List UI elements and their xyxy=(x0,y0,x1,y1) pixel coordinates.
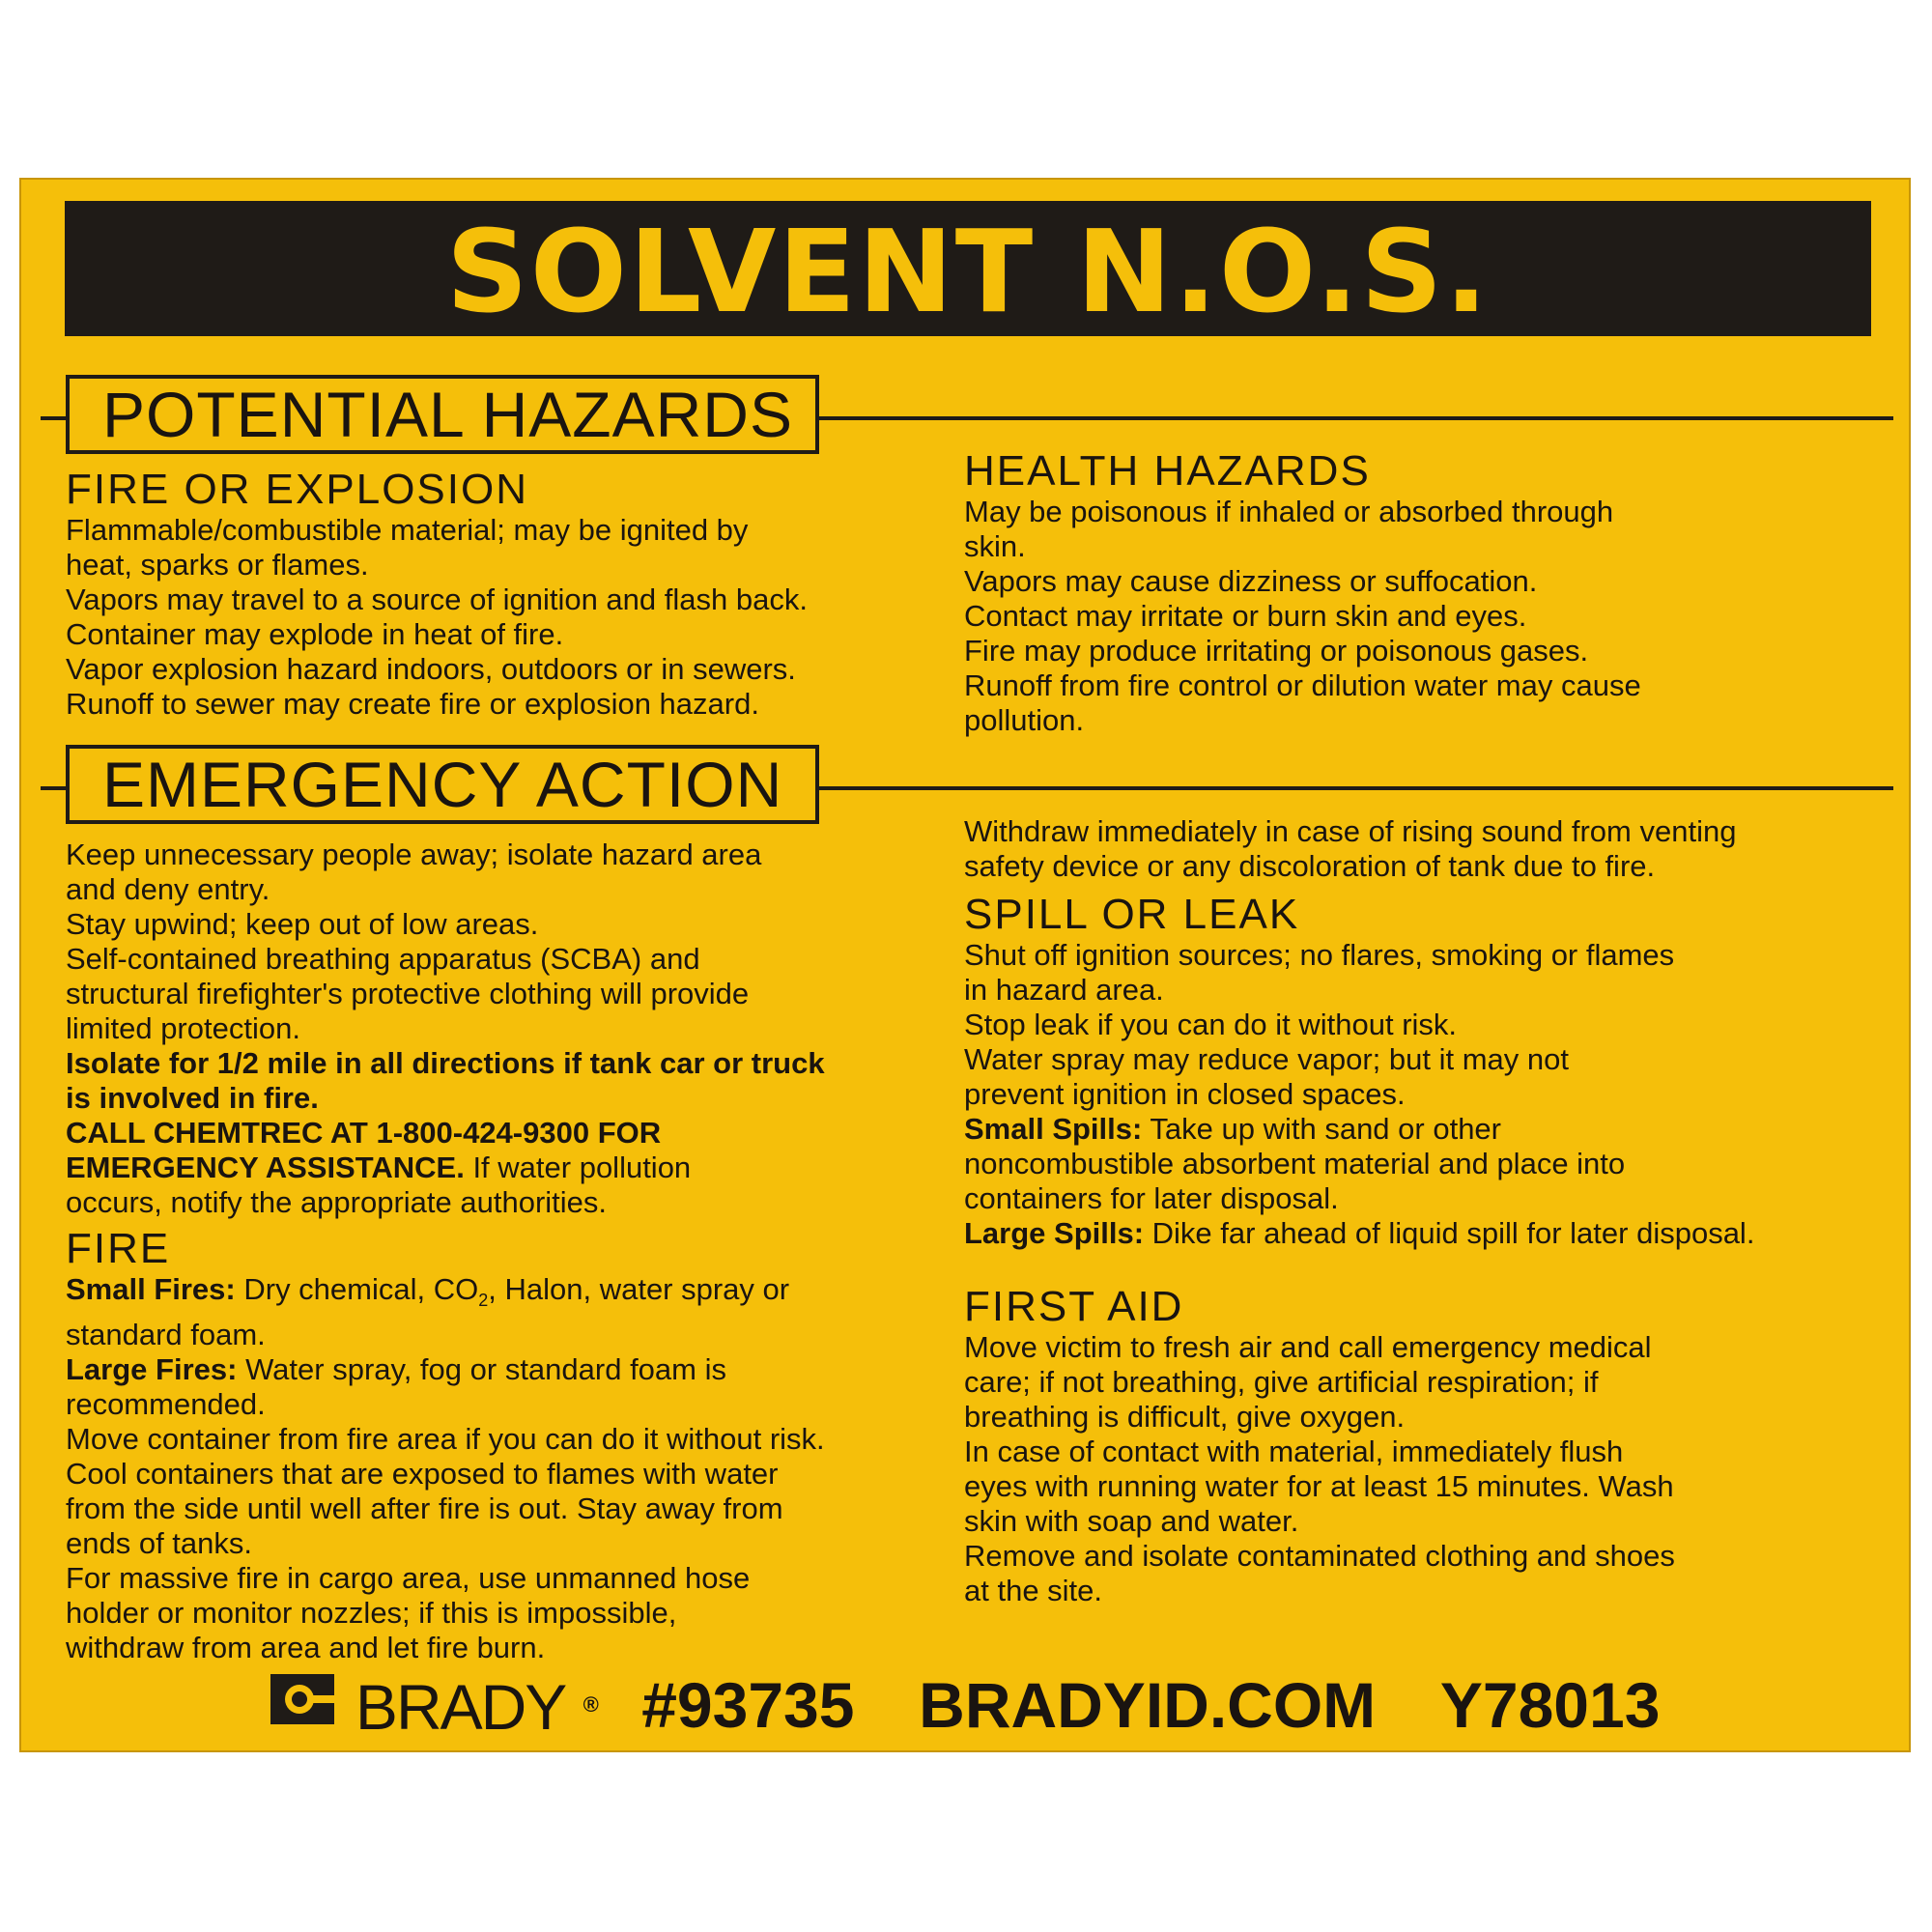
large-fires-label: Large Fires: xyxy=(66,1352,238,1387)
emergency-line: limited protection. xyxy=(66,1011,300,1045)
fire-or-explosion-heading: FIRE OR EXPLOSION xyxy=(66,466,528,513)
chemtrec-assistance-line xyxy=(66,1151,935,1185)
section-rule-emergency-action xyxy=(815,786,1893,790)
emergency-action-left-column xyxy=(66,838,935,1665)
website: BRADYID.COM xyxy=(919,1668,1377,1741)
water-pollution-text: If water pollution xyxy=(464,1151,692,1184)
small-fires-text: Dry chemical, CO xyxy=(235,1272,479,1306)
large-fires-text: Water spray, fog or standard foam is xyxy=(237,1352,726,1387)
fire-heading: FIRE xyxy=(66,1225,171,1272)
large-spills-text: Dike far ahead of liquid spill for later disposal. xyxy=(1144,1216,1755,1250)
fire-or-explosion-section xyxy=(66,467,916,722)
small-spills-label: Small Spills: xyxy=(964,1112,1143,1146)
co2-subscript: 2 xyxy=(478,1291,489,1311)
small-fires-label: Small Fires: xyxy=(66,1272,236,1306)
first-aid-line: In case of contact with material, immediately flush xyxy=(964,1435,1624,1468)
fire-action-line: For massive fire in cargo area, use unmanned hose xyxy=(66,1561,751,1596)
chemtrec-call-line: CALL CHEMTREC AT 1-800-424-9300 FOR xyxy=(66,1116,662,1150)
brady-logo xyxy=(270,1663,566,1747)
product-code: Y78013 xyxy=(1439,1668,1661,1741)
registered-mark: ® xyxy=(582,1691,599,1717)
brady-wordmark: BRADY xyxy=(355,1671,566,1744)
health-line: Runoff from fire control or dilution water may cause xyxy=(964,668,1641,702)
spill-line: Water spray may reduce vapor; but it may not xyxy=(964,1042,1569,1076)
small-fires-text-post: , Halon, water spray or xyxy=(488,1272,790,1306)
fire-action-line: Cool containers that are exposed to flames with water xyxy=(66,1457,779,1492)
spill-line: prevent ignition in closed spaces. xyxy=(964,1077,1406,1111)
health-line: skin. xyxy=(964,529,1026,563)
health-hazards-heading: HEALTH HAZARDS xyxy=(964,447,1371,495)
health-line: Fire may produce irritating or poisonous gases. xyxy=(964,634,1589,668)
isolate-instruction: Isolate for 1/2 mile in all directions if tank car or truck xyxy=(66,1046,825,1080)
emergency-line: structural firefighter's protective clothing will provide xyxy=(66,977,750,1010)
withdraw-line: Withdraw immediately in case of rising sound from venting xyxy=(964,814,1737,848)
fire-action-line: holder or monitor nozzles; if this is impossible, xyxy=(66,1596,677,1631)
fire-line: heat, sparks or flames. xyxy=(66,548,369,582)
health-line: Vapors may cause dizziness or suffocation. xyxy=(964,564,1538,598)
emergency-line: Stay upwind; keep out of low areas. xyxy=(66,907,539,941)
emergency-line: Self-contained breathing apparatus (SCBA) and xyxy=(66,942,700,976)
health-line: Contact may irritate or burn skin and eyes. xyxy=(964,599,1527,633)
fire-line: Container may explode in heat of fire. xyxy=(66,617,564,651)
fire-line: Flammable/combustible material; may be ignited by xyxy=(66,513,749,547)
section-rule-potential-hazards xyxy=(815,416,1893,420)
fire-action-line: Move container from fire area if you can do it without risk. xyxy=(66,1422,825,1457)
first-aid-heading: FIRST AID xyxy=(964,1283,1184,1330)
potential-hazards-heading: POTENTIAL HAZARDS xyxy=(66,375,819,454)
large-spills-line xyxy=(964,1216,1872,1251)
fire-action-line: withdraw from area and let fire burn. xyxy=(66,1631,546,1665)
emergency-line: Keep unnecessary people away; isolate hazard area xyxy=(66,838,762,871)
large-fires-line-2: recommended. xyxy=(66,1387,266,1422)
health-hazards-section xyxy=(964,448,1853,738)
small-spills-text: Take up with sand or other xyxy=(1142,1112,1501,1146)
first-aid-line: breathing is difficult, give oxygen. xyxy=(964,1400,1406,1434)
spill-line: in hazard area. xyxy=(964,973,1164,1007)
fire-line: Runoff to sewer may create fire or explosion hazard. xyxy=(66,687,759,721)
health-line: pollution. xyxy=(964,703,1085,737)
first-aid-line: Remove and isolate contaminated clothing and shoes xyxy=(964,1539,1675,1573)
emergency-action-heading: EMERGENCY ACTION xyxy=(66,745,819,824)
small-spills-line-3: containers for later disposal. xyxy=(964,1181,1339,1215)
first-aid-line: at the site. xyxy=(964,1574,1103,1607)
first-aid-line: skin with soap and water. xyxy=(964,1504,1299,1538)
fire-line: Vapor explosion hazard indoors, outdoors or in sewers. xyxy=(66,652,796,686)
small-fires-line-2: standard foam. xyxy=(66,1318,266,1352)
small-spills-line-2: noncombustible absorbent material and place into xyxy=(964,1147,1626,1180)
large-spills-label: Large Spills: xyxy=(964,1216,1145,1250)
small-spills-line xyxy=(964,1112,1872,1147)
fire-action-line: from the side until well after fire is out. Stay away from xyxy=(66,1492,783,1526)
withdraw-line: safety device or any discoloration of tank due to fire. xyxy=(964,849,1656,883)
first-aid-line: care; if not breathing, give artificial respiration; if xyxy=(964,1365,1599,1399)
emergency-assistance-bold: EMERGENCY ASSISTANCE. xyxy=(66,1151,465,1184)
spill-or-leak-heading: SPILL OR LEAK xyxy=(964,891,1300,938)
label-footer xyxy=(21,1661,1909,1746)
emergency-action-right-column xyxy=(964,814,1872,1608)
first-aid-line: Move victim to fresh air and call emergency medical xyxy=(964,1330,1652,1364)
first-aid-line: eyes with running water for at least 15 minutes. Wash xyxy=(964,1469,1674,1503)
spill-line: Stop leak if you can do it without risk. xyxy=(964,1008,1458,1041)
health-line: May be poisonous if inhaled or absorbed through xyxy=(964,495,1614,528)
small-fires-line xyxy=(66,1272,935,1318)
emergency-line: and deny entry. xyxy=(66,872,270,906)
isolate-instruction: is involved in fire. xyxy=(66,1081,319,1115)
fire-line: Vapors may travel to a source of ignition and flash back. xyxy=(66,582,808,616)
part-number: #93735 xyxy=(641,1668,855,1741)
large-fires-line xyxy=(66,1352,935,1387)
spill-line: Shut off ignition sources; no flares, smoking or flames xyxy=(964,938,1675,972)
brady-mark-icon xyxy=(270,1674,334,1724)
fire-action-line: ends of tanks. xyxy=(66,1526,253,1561)
notify-authorities-line: occurs, notify the appropriate authorities. xyxy=(66,1185,608,1219)
hazard-label xyxy=(19,178,1911,1752)
label-title: SOLVENT N.O.S. xyxy=(65,201,1871,336)
